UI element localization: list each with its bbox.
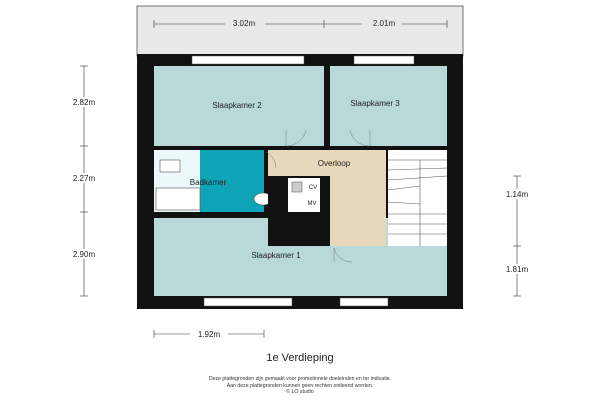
label-slaapkamer-2: Slaapkamer 2 (212, 101, 262, 110)
washbasin (160, 160, 180, 172)
label-mv: MV (307, 201, 317, 207)
disclaimer-line-3: © LO studio (286, 389, 314, 395)
label-cv: CV (308, 185, 318, 191)
disclaimer-line-1: Deze plattegronden zijn gemaakt voor promotionele doeleinden en ter indicatie. (208, 376, 392, 382)
label-overloop: Overloop (317, 159, 351, 168)
floor-title: 1e Verdieping (266, 352, 334, 364)
dim-right-upper: 1.14m (505, 190, 529, 199)
label-badkamer: Badkamer (189, 178, 227, 187)
staircase (388, 150, 447, 246)
dim-left-top: 2.82m (72, 98, 96, 107)
disclaimer-line-2: Aan deze plattegronden kunnen geen rechten ontleend worden. (226, 382, 374, 389)
balcony-area (137, 6, 463, 56)
label-slaapkamer-1: Slaapkamer 1 (251, 251, 301, 260)
shower-tray (156, 188, 200, 210)
cv-unit (292, 182, 302, 192)
dim-left-middle: 2.27m (72, 174, 96, 183)
label-slaapkamer-3: Slaapkamer 3 (350, 99, 400, 108)
dim-top-right: 2.01m (372, 19, 396, 28)
dim-right-lower: 1.81m (505, 265, 529, 274)
disclaimer (0, 376, 600, 396)
dim-left-bottom: 2.90m (72, 250, 96, 259)
dim-top-left: 3.02m (232, 19, 256, 28)
overloop-inner (332, 176, 386, 246)
dim-bottom: 1.92m (197, 330, 221, 339)
